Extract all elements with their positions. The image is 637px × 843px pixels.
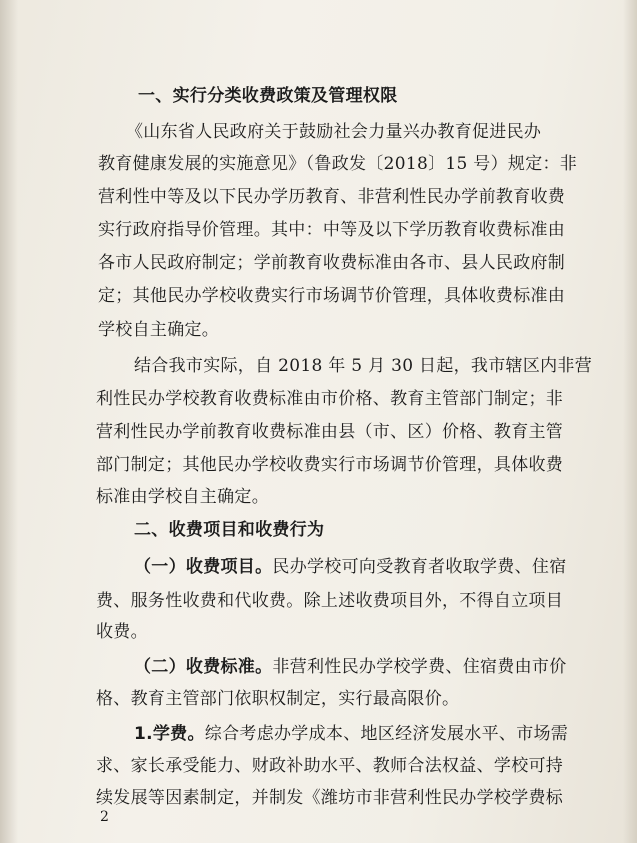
item-2-lead: （二）收费标准。 [134, 657, 273, 677]
paragraph-1-line-5: 各市人民政府制定；学前教育收费标准由各市、县人民政府制 [98, 253, 566, 273]
item-2-text: 非营利性民办学校学费、住宿费由市价 [272, 657, 567, 677]
page-number: 2 [100, 809, 109, 825]
item-1-line-3: 收费。 [96, 622, 148, 642]
paragraph-2-line-4: 部门制定；其他民办学校收费实行市场调节价管理，具体收费 [96, 455, 564, 475]
paragraph-2-line-2: 利性民办学校教育收费标准由市价格、教育主管部门制定；非 [96, 389, 564, 409]
item-1-lead: （一）收费项目。 [134, 557, 273, 577]
paragraph-1-line-3: 营利性中等及以下民办学历教育、非营利性民办学前教育收费 [98, 187, 566, 207]
item-3-line-1 [134, 722, 568, 746]
paragraph-2-line-5: 标准由学校自主确定。 [96, 487, 269, 507]
item-1-line-1 [134, 555, 567, 579]
item-1-line-2: 费、服务性收费和代收费。除上述收费项目外，不得自立项目 [96, 591, 564, 611]
paragraph-1-line-2: 教育健康发展的实施意见》（鲁政发〔2018〕15 号）规定：非 [98, 154, 578, 174]
paragraph-1-line-6: 定；其他民办学校收费实行市场调节价管理，具体收费标准由 [98, 286, 566, 306]
item-1-text: 民办学校可向受教育者收取学费、住宿 [272, 557, 567, 577]
paragraph-2-line-3: 营利性民办学前教育收费标准由县（市、区）价格、教育主管 [96, 422, 564, 442]
item-2-line-1 [134, 655, 567, 679]
section-2-heading: 二、收费项目和收费行为 [134, 520, 325, 540]
item-3-line-3: 续发展等因素制定，并制发《潍坊市非营利性民办学校学费标 [96, 788, 564, 808]
section-1-heading: 一、实行分类收费政策及管理权限 [138, 86, 398, 106]
paragraph-1-line-4: 实行政府指导价管理。其中：中等及以下学历教育收费标准由 [98, 220, 566, 240]
item-3-line-2: 求、家长承受能力、财政补助水平、教师合法权益、学校可持 [96, 756, 564, 776]
paragraph-1-line-7: 学校自主确定。 [98, 320, 220, 340]
item-3-text: 综合考虑办学成本、地区经济发展水平、市场需 [204, 724, 569, 744]
paragraph-2-line-1: 结合我市实际，自 2018 年 5 月 30 日起，我市辖区内非营 [134, 356, 593, 376]
item-3-lead: 1.学费。 [134, 724, 205, 744]
paragraph-1-line-1: 《山东省人民政府关于鼓励社会力量兴办教育促进民办 [126, 122, 542, 142]
item-2-line-2: 格、教育主管部门依职权制定，实行最高限价。 [96, 689, 460, 709]
